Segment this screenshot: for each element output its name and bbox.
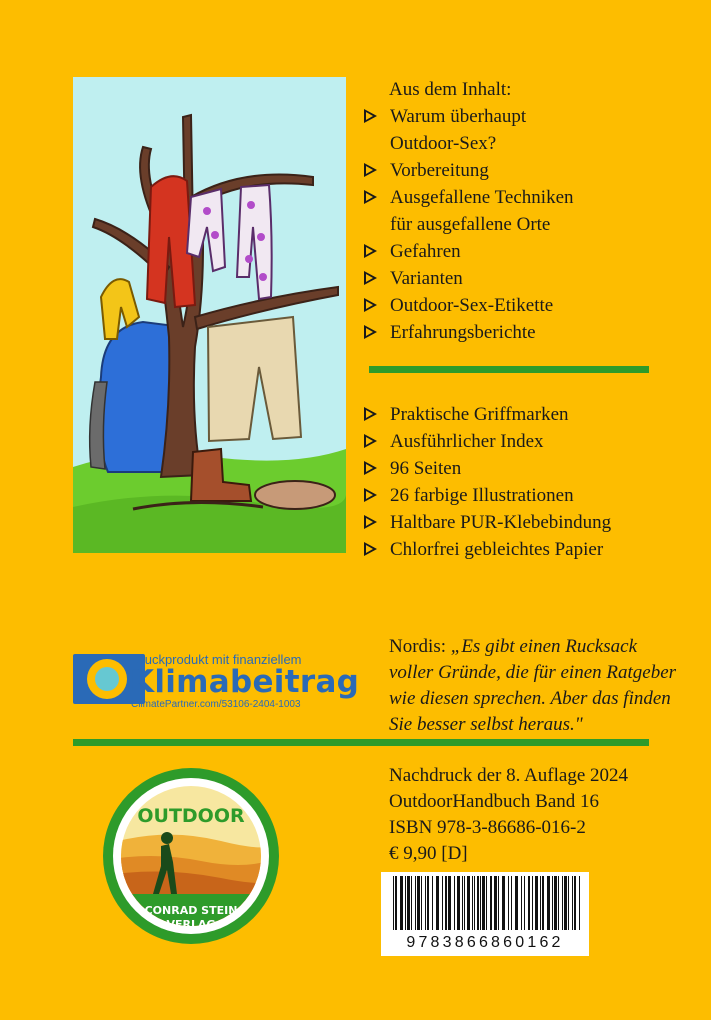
barcode-bar [421,876,422,930]
list-item: Warum überhaupt [364,103,684,130]
barcode [381,872,589,956]
list-item: für ausgefallene Orte [390,214,551,235]
triangle-bullet-icon [364,515,377,529]
barcode-bar [393,876,394,930]
price-line: € 9,90 [D] [389,843,468,864]
barcode-bar [579,876,580,930]
barcode-bar [457,876,460,930]
barcode-bar [477,876,479,930]
list-item: Ausgefallene Techniken [364,184,684,211]
list-item: Vorbereitung [364,157,684,184]
barcode-bar [432,876,433,930]
barcode-bar [562,876,563,930]
barcode-bar [528,876,530,930]
barcode-bar [535,876,538,930]
barcode-bar [552,876,553,930]
contents-list [364,103,684,346]
barcode-bar [508,876,509,930]
triangle-bullet-icon [364,298,377,312]
review-quote [389,634,679,738]
quote-source: Nordis: [389,636,446,657]
barcode-bar [542,876,544,930]
publication-info [389,763,628,867]
list-item: Erfahrungsberichte [364,319,684,346]
barcode-bar [524,876,525,930]
barcode-bar [511,876,512,930]
triangle-bullet-icon [364,271,377,285]
triangle-bullet-icon [364,461,377,475]
triangle-bullet-icon [364,407,377,421]
barcode-bar [411,876,412,930]
barcode-digits: 9783866860162 [406,934,564,951]
barcode-bar [486,876,487,930]
triangle-bullet-icon [364,190,377,204]
triangle-bullet-icon [364,434,377,448]
barcode-bar [521,876,522,930]
barcode-bar [474,876,475,930]
cover-illustration [73,77,346,553]
barcode-bar [515,876,518,930]
features-list [364,401,684,563]
barcode-bar [532,876,533,930]
barcode-bar [490,876,492,930]
barcode-bar [415,876,416,930]
barcode-bar [498,876,499,930]
barcode-bar [427,876,429,930]
barcode-bar [462,876,463,930]
barcode-bar [547,876,550,930]
list-item: Varianten [364,265,684,292]
climate-url: ClimatePartner.com/53106-2404-1003 [131,699,301,710]
barcode-bar [554,876,557,930]
list-item: Chlorfrei gebleichtes Papier [364,536,684,563]
barcode-bar [395,876,397,930]
badge-bottom-text-1: CONRAD STEIN [144,904,238,917]
badge-bottom-text-2: VERLAG [166,918,216,931]
contents-heading: Aus dem Inhalt: [389,79,512,100]
barcode-bar [502,876,505,930]
barcode-bar [405,876,406,930]
list-item: 26 farbige Illustrationen [364,482,684,509]
barcode-bar [564,876,567,930]
barcode-bar [540,876,541,930]
list-item: Haltbare PUR-Klebebindung [364,509,684,536]
list-item: Outdoor-Sex? [390,133,497,154]
barcode-bar [574,876,576,930]
quote-text: „Es gibt einen Rucksack voller Gründe, die für einen Ratgeber wie diesen sprechen. Aber das finden Sie besser selbst heraus." [389,636,677,735]
list-item: Ausführlicher Index [364,428,684,455]
barcode-bar [448,876,451,930]
barcode-bars-icon [381,872,589,934]
triangle-bullet-icon [364,325,377,339]
divider [73,739,649,746]
barcode-bar [558,876,559,930]
barcode-bar [442,876,443,930]
barcode-bar [407,876,410,930]
list-item: Outdoor-Sex-Etikette [364,292,684,319]
series-line: OutdoorHandbuch Band 16 [389,791,600,812]
triangle-bullet-icon [364,488,377,502]
climate-word: Klimabeitrag [130,664,360,700]
barcode-bar [445,876,447,930]
barcode-bar [454,876,455,930]
divider [369,366,649,373]
barcode-bar [572,876,573,930]
barcode-bar [472,876,473,930]
barcode-bar [464,876,465,930]
list-item: Praktische Griffmarken [364,401,684,428]
reprint-line: Nachdruck der 8. Auflage 2024 [389,765,629,786]
barcode-bar [482,876,485,930]
triangle-bullet-icon [364,244,377,258]
badge-top-text: OUTDOOR [137,805,245,827]
triangle-bullet-icon [364,542,377,556]
triangle-bullet-icon [364,163,377,177]
barcode-bar [494,876,497,930]
barcode-bar [425,876,426,930]
barcode-bar [467,876,470,930]
barcode-bar [568,876,569,930]
triangle-bullet-icon [364,109,377,123]
list-item: Gefahren [364,238,684,265]
climate-line: Druckprodukt mit finanziellem [131,652,302,667]
publisher-badge-logo [101,766,281,946]
barcode-bar [436,876,439,930]
barcode-bar [417,876,420,930]
isbn-line: ISBN 978-3-86686-016-2 [389,817,586,838]
barcode-bar [480,876,481,930]
barcode-bar [400,876,403,930]
list-item: 96 Seiten [364,455,684,482]
